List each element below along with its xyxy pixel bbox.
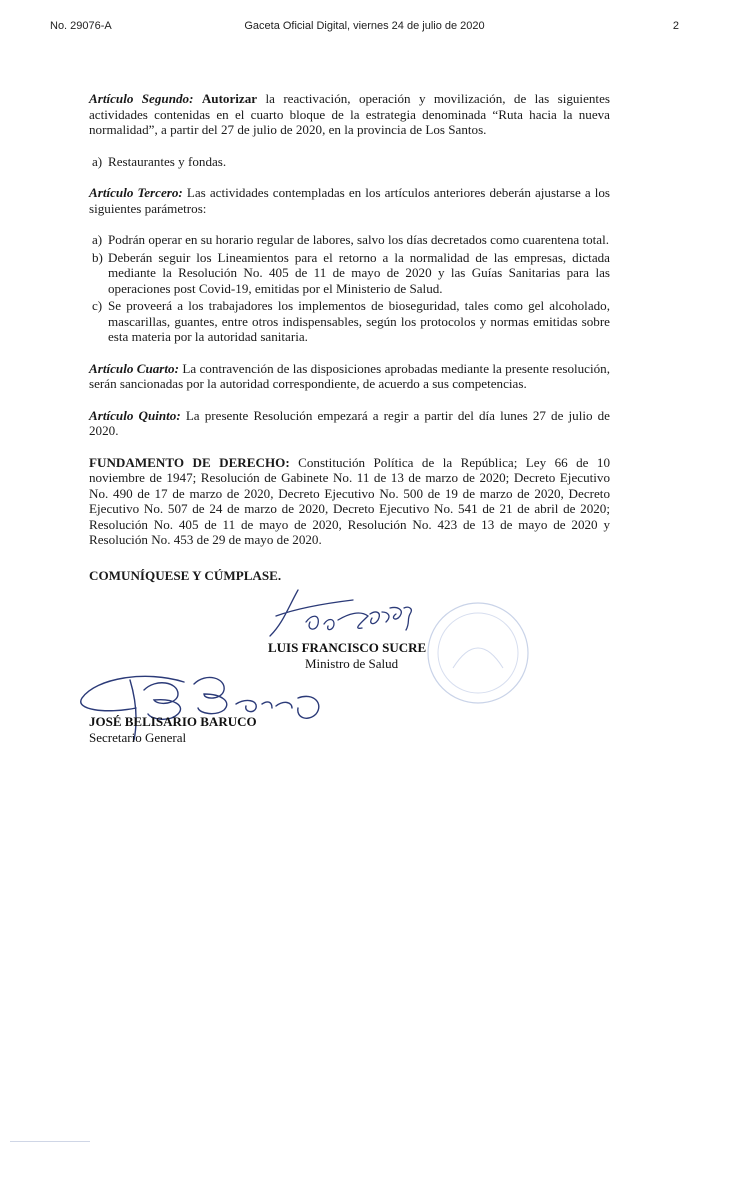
articulo-segundo-lead: Artículo Segundo: [89, 91, 194, 106]
gazette-number: No. 29076-A [50, 20, 112, 32]
page-header [50, 20, 679, 36]
list-item [89, 298, 610, 345]
articulo-cuarto-text: La contravención de las disposiciones aprobadas mediante la presente resolución, serán sancionadas por la autoridad correspondiente, de acuerdo a sus competencias. [89, 360, 610, 391]
list-marker: a) [92, 153, 103, 169]
articulo-tercero-lead: Artículo Tercero: [89, 185, 183, 200]
articulo-segundo-verb: Autorizar [201, 91, 258, 106]
fundamento-text: Constitución Política de la República; Ley 66 de 10 noviembre de 1947; Resolución de Gabinete No. 11 de 13 de marzo de 2020; Decreto Ejecutivo No. 490 de 17 de marzo de 2020, Decreto Ejecutivo No. 500 de 19 de marzo de 2020, Decreto Ejecutivo No. 507 de 24 de marzo de 2020, Decreto Ejecutivo No. 541 de 21 de abril de 2020; Resolución No. 405 de 11 de mayo de 2020, Resolución No. 423 de 13 de mayo de 2020 y Resolución No. 453 de 29 de mayo de 2020. [89, 454, 610, 547]
document-body [89, 91, 610, 583]
minister-name: LUIS FRANCISCO SUCRE [268, 640, 427, 655]
articulo-tercero-text: Las actividades contempladas en los artículos anteriores deberán ajustarse a los siguientes parámetros: [89, 185, 610, 216]
secretary-signature-block [89, 714, 257, 746]
list-item [89, 232, 610, 248]
articulo-segundo-text: la reactivación, operación y movilización, de las siguientes actividades contenidas en el cuarto bloque de la estrategia denominada “Ruta hacia la nueva normalidad”, a partir del 27 de julio de 2020, en la provincia de Los Santos. [89, 91, 610, 137]
list-marker: c) [92, 298, 103, 313]
list-item-text: Restaurantes y fondas. [108, 153, 227, 169]
articulo-segundo [89, 91, 610, 138]
articulo-segundo-list [89, 154, 610, 170]
minister-signature [258, 578, 438, 648]
articulo-cuarto [89, 361, 610, 392]
list-item-text: Deberán seguir los Lineamientos para el retorno a la normalidad de las empresas, dictada mediante la Resolución No. 405 de 11 de mayo de 2020 y las Guías Sanitarias para las operaciones post Covid-19, emitidas por el Ministerio de Salud. [108, 249, 610, 296]
footer-rule [10, 1141, 90, 1142]
articulo-tercero-list [89, 232, 610, 345]
articulo-quinto-lead: Artículo Quinto: [89, 407, 181, 423]
list-item-text: Se proveerá a los trabajadores los implementos de bioseguridad, tales como gel alcoholado, mascarillas, guantes, entre otros indispensables, según los protocolos y normas emitidas sobre esta materia por la autoridad sanitaria. [108, 298, 610, 344]
fundamento-lead: FUNDAMENTO DE DERECHO: [89, 454, 290, 470]
articulo-quinto-text: La presente Resolución empezará a regir a partir del día lunes 27 de julio de 2020. [89, 407, 610, 438]
list-item [89, 154, 610, 170]
secretary-title: Secretario General [89, 730, 187, 745]
list-item [89, 250, 610, 297]
closing-formula: COMUNÍQUESE Y CÚMPLASE. [89, 567, 282, 583]
articulo-tercero [89, 185, 610, 216]
articulo-cuarto-lead: Artículo Cuarto: [89, 360, 179, 376]
list-marker: a) [92, 232, 103, 247]
list-item-text: Podrán operar en su horario regular de labores, salvo los días decretados como cuarentena total. [108, 232, 610, 247]
minister-title: Ministro de Salud [305, 656, 399, 671]
articulo-quinto [89, 408, 610, 439]
list-marker: b) [92, 249, 103, 265]
page-number: 2 [672, 20, 679, 32]
gazette-title: Gaceta Oficial Digital, viernes 24 de julio de 2020 [244, 20, 485, 32]
fundamento-de-derecho [89, 455, 610, 548]
secretary-name: JOSÉ BELISARIO BARUCO [89, 714, 257, 729]
